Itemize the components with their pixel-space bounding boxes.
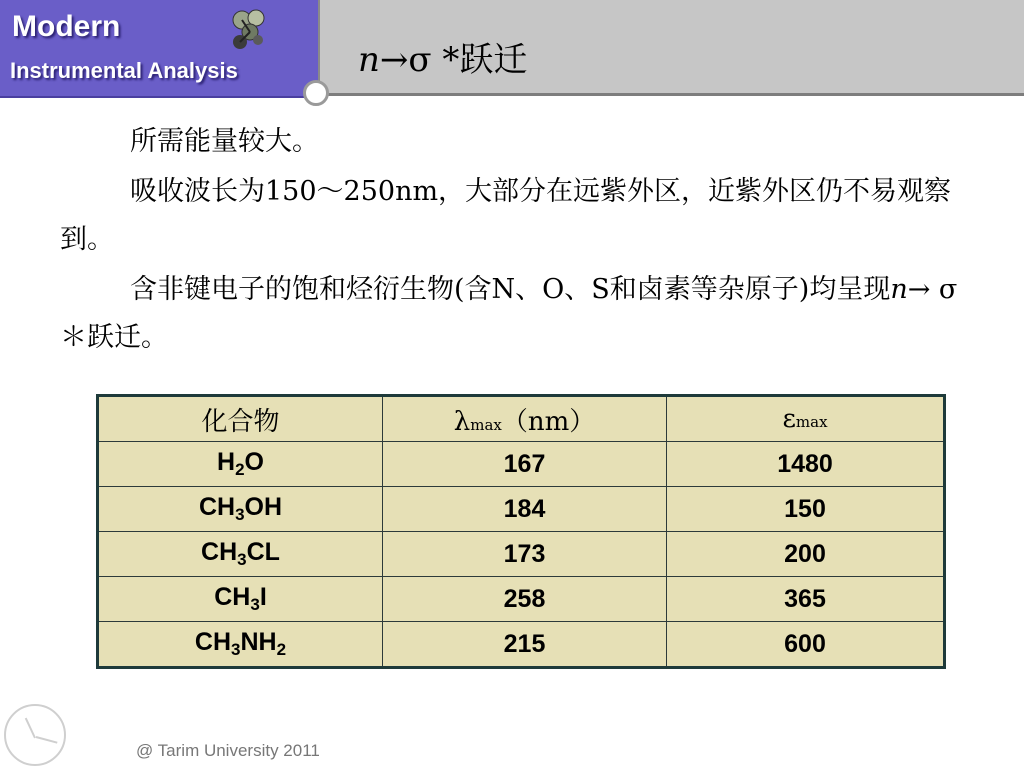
header-compound: 化合物 (98, 396, 383, 442)
header-epsilon (667, 396, 945, 442)
cell-epsilon-max: 150 (667, 487, 945, 532)
table-row (98, 577, 945, 622)
cell-lambda-max: 215 (383, 622, 667, 668)
paragraph-3-text-a: 含非键电子的饱和烃衍生物(含N、O、S和卤素等杂原子)均呈现 (130, 274, 891, 305)
brand-panel (0, 0, 318, 98)
slide-title (358, 32, 527, 81)
cell-lambda-max: 167 (383, 442, 667, 487)
cell-lambda-max: 258 (383, 577, 667, 622)
title-arrow: → (379, 40, 409, 80)
formula-subscript: 3 (235, 505, 245, 524)
title-n: n (358, 40, 380, 80)
cell-formula (98, 622, 383, 668)
formula-text: OH (244, 493, 283, 521)
title-rest: σ *跃迁 (408, 40, 528, 80)
cell-formula (98, 442, 383, 487)
brand-title: Modern (12, 10, 121, 43)
cell-formula (98, 532, 383, 577)
paragraph-3 (60, 266, 960, 362)
paragraph-1: 所需能量较大。 (130, 126, 319, 157)
header-lambda-unit: （nm） (501, 406, 596, 437)
formula-text: I (259, 583, 267, 611)
formula-subscript: 3 (231, 640, 241, 659)
clock-icon (4, 704, 66, 766)
table-header-row (98, 396, 945, 442)
header-lambda (383, 396, 667, 442)
table-row (98, 442, 945, 487)
cell-lambda-max: 173 (383, 532, 667, 577)
formula-subscript: 3 (250, 595, 260, 614)
formula-text: CH (201, 538, 238, 566)
cell-epsilon-max: 200 (667, 532, 945, 577)
paragraph-2 (60, 168, 960, 264)
formula-text: CH (194, 628, 232, 656)
header-epsilon-sub: max (795, 413, 828, 431)
molecule-logo-icon (224, 4, 272, 54)
compound-table (96, 394, 946, 669)
header-epsilon-main: ε (782, 404, 796, 434)
header-lambda-main: λ (453, 406, 471, 437)
table-row (98, 622, 945, 668)
paragraph-3-text-b: → σ＊跃迁。 (60, 274, 958, 353)
cell-epsilon-max: 1480 (667, 442, 945, 487)
title-bar (318, 0, 1024, 96)
formula-text: CH (214, 583, 251, 611)
cell-formula (98, 577, 383, 622)
decorative-ring-icon (303, 80, 329, 106)
formula-subscript: 3 (237, 550, 247, 569)
formula-text: NH (240, 628, 277, 656)
formula-subscript: 2 (235, 460, 245, 479)
paragraph-3-n: n (890, 274, 908, 305)
cell-lambda-max: 184 (383, 487, 667, 532)
footer-copyright: @ Tarim University 2011 (136, 741, 320, 760)
cell-formula (98, 487, 383, 532)
formula-text: CH (198, 493, 236, 521)
cell-epsilon-max: 365 (667, 577, 945, 622)
paragraph-2-text: 吸收波长为150～250nm，大部分在远紫外区，近紫外区仍不易观察到。 (60, 176, 952, 255)
formula-text: H (217, 448, 236, 476)
cell-epsilon-max: 600 (667, 622, 945, 668)
table-row (98, 532, 945, 577)
table-row (98, 487, 945, 532)
formula-text: O (244, 448, 264, 476)
formula-text: CL (246, 538, 280, 566)
header-lambda-sub: max (470, 415, 502, 434)
brand-subtitle: Instrumental Analysis (10, 58, 238, 83)
formula-subscript: 2 (276, 640, 287, 659)
